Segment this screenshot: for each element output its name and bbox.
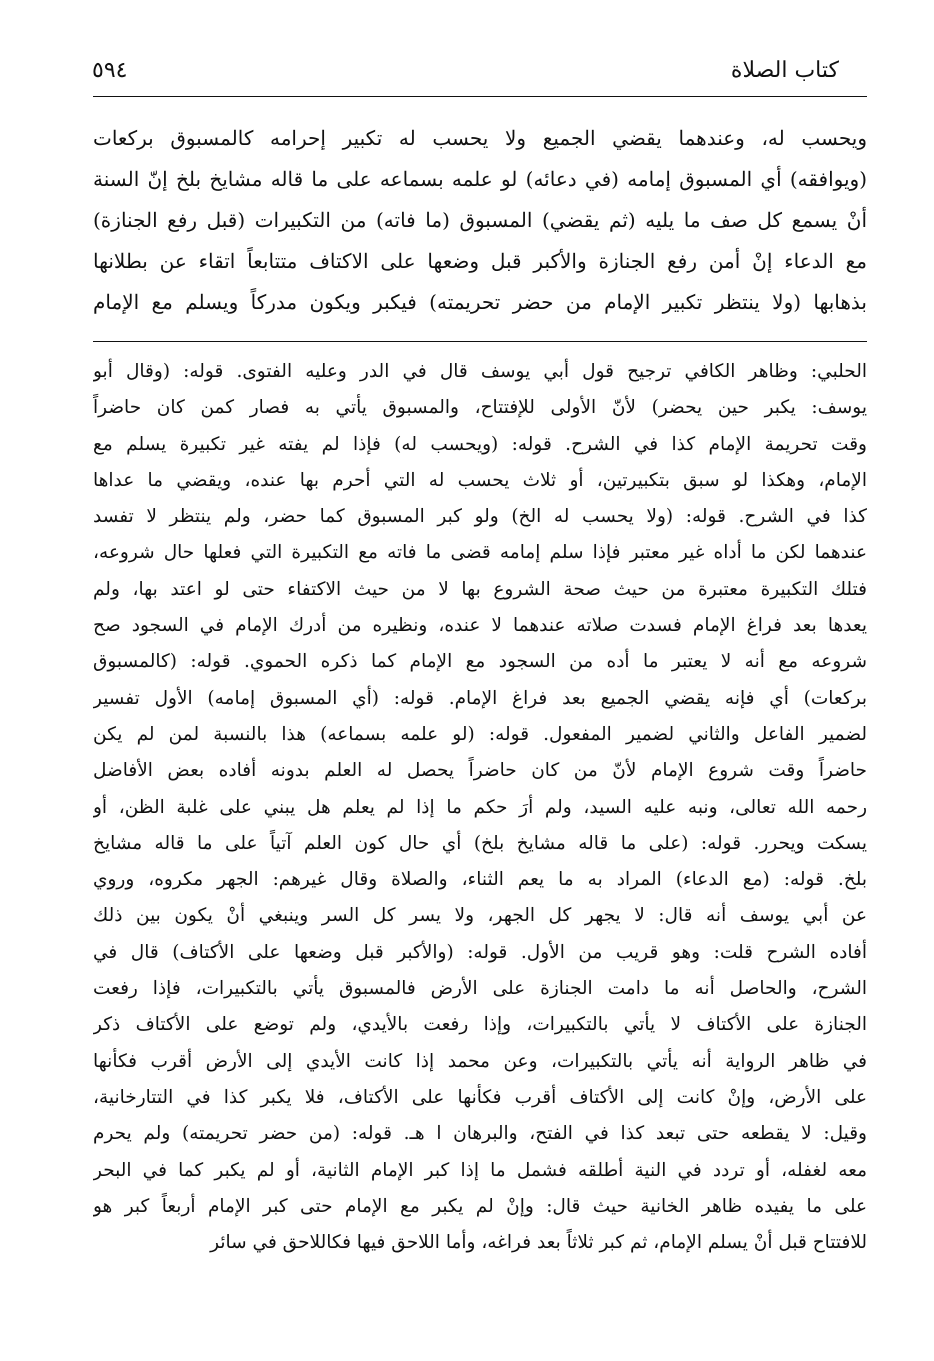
- chapter-title: كتاب الصلاة: [730, 58, 839, 83]
- commentary-line: للافتتاح قبل أنْ يسلم الإمام، ثم كبر ثلاثاً بعد فراغه، وأما اللاحق فيها فكاللاحق في سائر: [210, 1232, 867, 1254]
- main-text-line: مع الدعاء إنْ أمن رفع الجنازة والأكبر قبل وضعها على الاكتاف متتابعاً اتقاء عن بطلانها: [93, 249, 867, 273]
- commentary-line: بلخ. قوله: (مع الدعاء) المراد به ما يعم الثناء، والصلاة وقال غيرهم: الجهر مكروه، وروي: [93, 869, 867, 891]
- main-text-line: بذهابها (ولا ينتظر تكبير الإمام من حضر تحريمته) فيكبر ويكون مدركاً ويسلم مع الإمام: [93, 290, 867, 314]
- page-number: ٥٩٤: [92, 58, 128, 83]
- commentary-line: وقيل: لا يقطعه حتى تبعد كذا في الفتح، والبرهان ا هـ. قوله: (من حضر تحريمته) ولم يحرم: [93, 1123, 867, 1145]
- commentary-line: رحمه الله تعالى، ونبه عليه السيد، ولم أرَ حكم ما إذا لم يعلم هل يبني على غلبة الظن، أو: [93, 796, 867, 818]
- main-text-line: أنْ يسمع كل صف ما يليه (ثم يقضي) المسبوق (ما فاته) من التكبيرات (قبل رفع الجنازة): [93, 208, 867, 232]
- commentary-line: عندهما لكن ما أداه غير معتبر فإذا سلم إمامه قضى ما فاته مع التكبيرة التي فعلها حال شروعه،: [93, 542, 867, 564]
- commentary-line: في ظاهر الرواية أنه يأتي بالتكبيرات، وعن محمد إذا كانت الأيدي إلى الأرض أقرب فكأنها: [93, 1050, 867, 1072]
- commentary-line: الشرح، والحاصل أنه ما دامت الجنازة على الأرض فالمسبوق يأتي بالتكبيرات، فإذا رفعت: [93, 978, 867, 1000]
- commentary-line: لضمير الفاعل والثاني لضمير المفعول. قوله: (لو علمه بسماعه) هذا بالنسبة لمن لم يكن: [93, 723, 867, 745]
- commentary-line: حاضراً وقت شروع الإمام لأنّ من كان حاضراً يحصل له العلم بدونه أفاده بعض الأفاضل: [93, 760, 867, 782]
- commentary-line: كذا في الشرح. قوله: (ولا يحسب له الخ) ولو كبر المسبوق كما حضر، ولم ينتظر لا تفسد: [93, 506, 867, 528]
- footnote-separator-rule: [93, 341, 867, 342]
- commentary-line: يعدها بعد فراغ الإمام فسدت صلاته عندهما لا عنده، ونظيره من أدرك الإمام في السجود صح: [93, 615, 867, 637]
- header-rule: [93, 96, 867, 97]
- main-text-block: [93, 118, 867, 323]
- main-text-line: ويحسب له، وعندهما يقضي الجميع ولا يحسب له تكبير إحرامه كالمسبوق بركعات: [93, 126, 867, 150]
- commentary-line: أفاده الشرح قلت: وهو قريب من الأول. قوله: (والأكبر قبل وضعها على الأكتاف) قال في: [93, 941, 867, 963]
- main-text-line: (ويوافقه) أي المسبوق إمامه (في دعائه) لو علمه بسماعه على ما قاله مشايخ بلخ إنّ السنة: [93, 167, 867, 191]
- commentary-line: يوسف: يكبر حين يحضر) لأنّ الأولى للإفتتاح، والمسبوق يأتي به فصار كمن كان حاضراً: [93, 397, 867, 419]
- commentary-line: على الأرض، وإنْ كانت إلى الأكتاف أقرب فكأنها على الأكتاف، فلا يكبر كذا في التتارخانية،: [93, 1086, 867, 1108]
- commentary-block: [93, 354, 867, 1261]
- commentary-line: يسكت ويحرر. قوله: (على ما قاله مشايخ بلخ) أي حال كون العلم آتياً على ما قاله مشايخ: [93, 832, 867, 854]
- commentary-line: الحلبي: وظاهر الكافي ترجيح قول أبي يوسف قال في الدر وعليه الفتوى. قوله: (وقال أبو: [93, 361, 867, 382]
- commentary-line: شروعه مع أنه لا يعتبر ما أده من السجود مع الإمام كما ذكره الحموي. قوله: (كالمسبوق: [93, 651, 867, 673]
- commentary-line: على ما يفيده ظاهر الخانية حيث قال: وإنْ لم يكبر مع الإمام حتى كبر الإمام أربعاً كبر هو: [93, 1195, 867, 1217]
- commentary-line: وقت تحريمة الإمام كذا في الشرح. قوله: (ويحسب له) فإذا لم يفته غير تكبيرة يسلم مع: [93, 433, 867, 455]
- commentary-line: عن أبي يوسف أنه قال: لا يجهر كل الجهر، ولا يسر كل السر وينبغي أنْ يكون بين ذلك: [93, 905, 867, 927]
- commentary-line: فتلك التكبيرة معتبرة من حيث صحة الشروع بها لا من حيث الاكتفاء حتى لو اعتد بها، ولم: [93, 578, 867, 600]
- commentary-line: الجنازة على الأكتاف لا يأتي بالتكبيرات، وإذا رفعت بالأيدي، ولم توضع على الأكتاف ذكر: [93, 1014, 867, 1036]
- page-header: [92, 52, 839, 90]
- commentary-line: بركعات) أي فإنه يقضي الجميع بعد فراغ الإمام. قوله: (أي المسبوق إمامه) الأول تفسير: [93, 687, 867, 709]
- commentary-line: معه لغفله، أو تردد في النية أطلقه فشمل ما إذا كبر الإمام الثانية، أو لم يكبر كما في البحر: [93, 1159, 867, 1181]
- commentary-line: الإمام، وهكذا لو سبق بتكبيرتين، أو ثلاث يحسب له التي أحرم بها عنده، ويقضي ما عداها: [93, 469, 867, 491]
